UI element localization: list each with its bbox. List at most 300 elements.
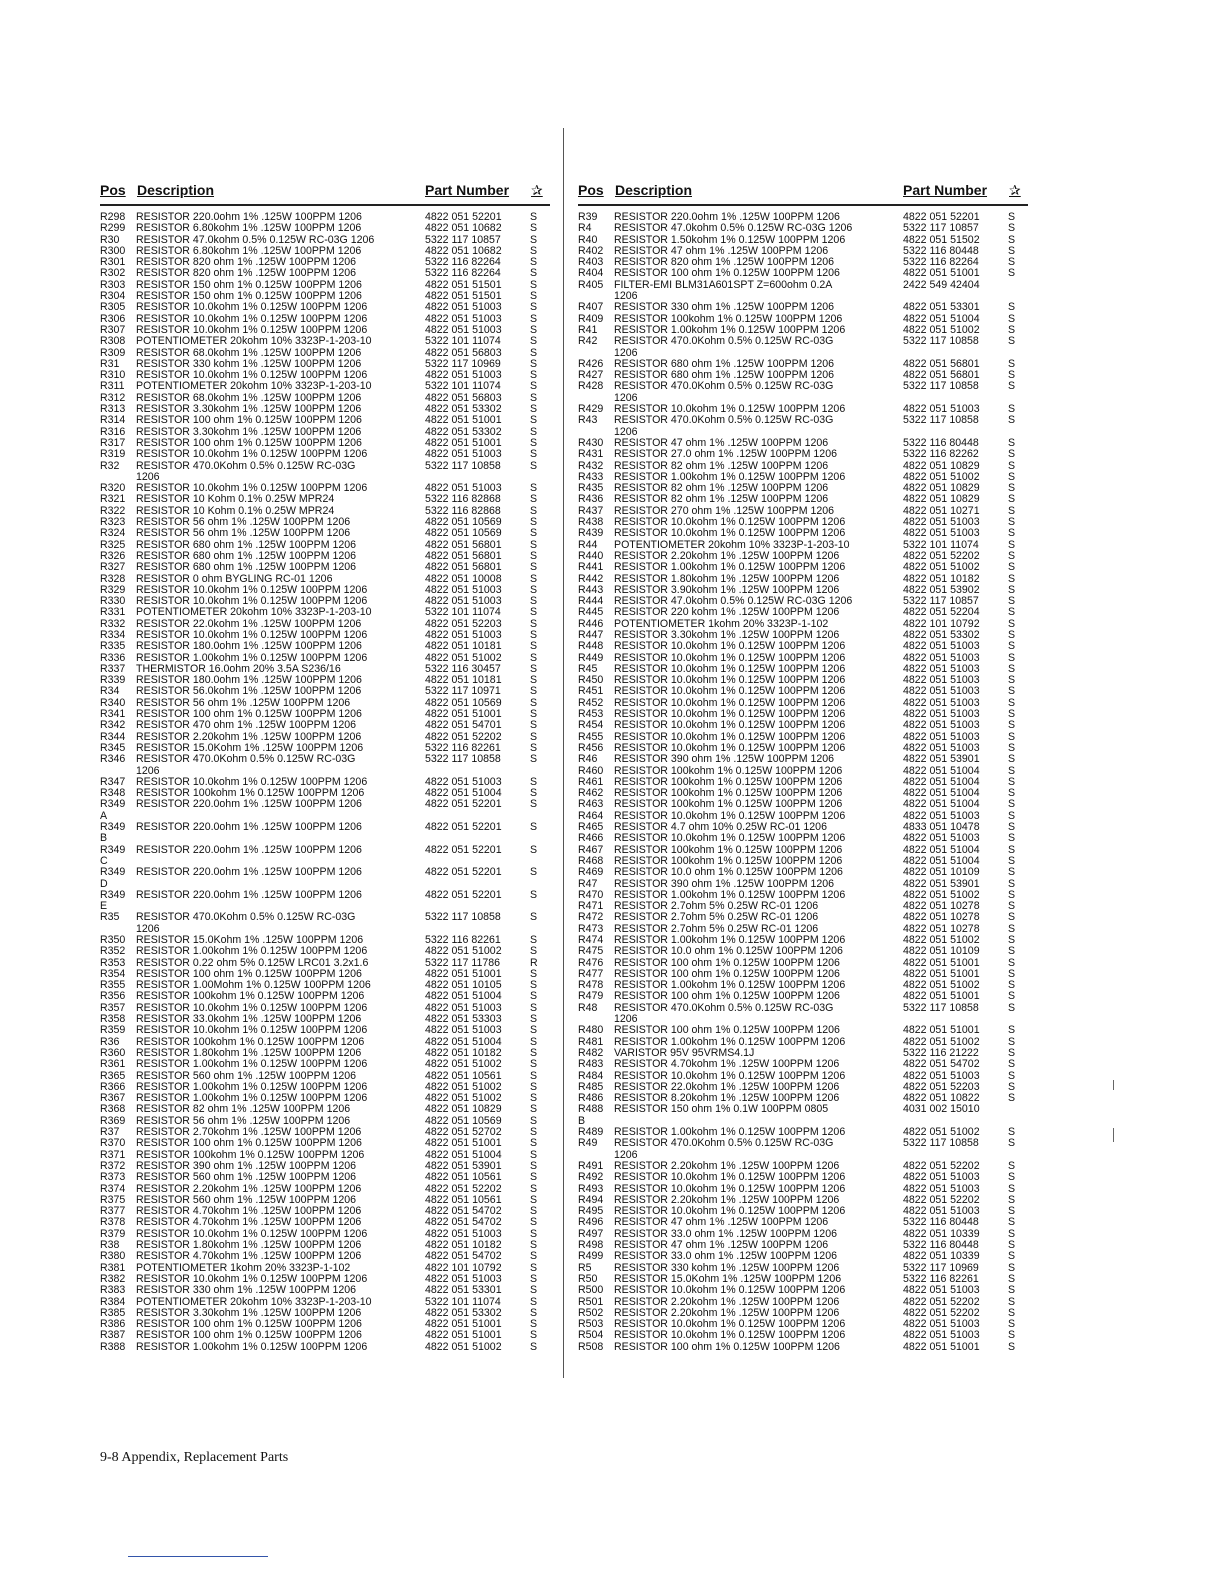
cell-description: POTENTIOMETER 1kohm 20% 3323P-1-102 bbox=[614, 618, 829, 630]
cell-description: RESISTOR 100kohm 1% 0.125W 100PPM 1206 bbox=[614, 776, 843, 788]
cell-description: RESISTOR 1.00kohm 1% 0.125W 100PPM 1206 bbox=[136, 1059, 368, 1071]
table-row bbox=[100, 901, 550, 912]
cell-part-number: 5322 117 10969 bbox=[903, 1262, 979, 1274]
cell-pos: R388 bbox=[100, 1341, 126, 1353]
cell-pos: R308 bbox=[100, 336, 126, 348]
cell-description: RESISTOR 100kohm 1% 0.125W 100PPM 1206 bbox=[614, 799, 843, 811]
cell-description: RESISTOR 1.00kohm 1% 0.125W 100PPM 1206 bbox=[614, 471, 846, 483]
cell-flag: S bbox=[1008, 504, 1016, 517]
cell-part-number: 4822 051 51004 bbox=[903, 313, 980, 325]
cell-part-number: 4822 051 51002 bbox=[903, 980, 980, 992]
cell-description: RESISTOR 1.00kohm 1% 0.125W 100PPM 1206 bbox=[614, 562, 846, 574]
table-row bbox=[578, 1161, 1028, 1172]
cell-description: RESISTOR 10.0 ohm 1% 0.125W 100PPM 1206 bbox=[614, 946, 843, 958]
cell-description: RESISTOR 150 ohm 1% 0.1W 100PPM 0805 bbox=[614, 1104, 829, 1116]
table-row bbox=[578, 1308, 1028, 1319]
table-row bbox=[578, 1150, 1028, 1161]
cell-pos: R453 bbox=[578, 709, 604, 721]
cell-flag: S bbox=[530, 1227, 538, 1240]
cell-part-number: 4822 051 51002 bbox=[425, 946, 502, 958]
table-row bbox=[578, 212, 1028, 223]
cell-part-number: 5322 117 10858 bbox=[425, 912, 501, 924]
cell-part-number: 4822 051 10829 bbox=[425, 1104, 502, 1116]
cell-pos: R44 bbox=[578, 539, 598, 551]
table-row bbox=[578, 799, 1028, 810]
cell-flag: S bbox=[530, 222, 538, 235]
table-row bbox=[578, 393, 1028, 404]
cell-flag: S bbox=[1008, 753, 1016, 766]
cell-description: RESISTOR 560 ohm 1% .125W 100PPM 1206 bbox=[136, 1194, 357, 1206]
cell-pos: R387 bbox=[100, 1330, 126, 1342]
cell-part-number: 4822 051 51004 bbox=[425, 1036, 502, 1048]
table-row bbox=[100, 777, 550, 788]
cell-flag: S bbox=[1008, 1193, 1016, 1206]
cell-part-number: 4822 051 10008 bbox=[425, 573, 502, 585]
cell-flag: S bbox=[1008, 662, 1016, 675]
cell-flag: S bbox=[1008, 1046, 1016, 1059]
cell-flag: S bbox=[530, 1046, 538, 1059]
cell-pos: D bbox=[100, 878, 108, 890]
cell-pos: R430 bbox=[578, 437, 604, 449]
table-row bbox=[578, 404, 1028, 415]
cell-part-number: 4822 051 51003 bbox=[903, 1070, 980, 1082]
cell-description: RESISTOR 10.0kohm 1% 0.125W 100PPM 1206 bbox=[614, 686, 846, 698]
cell-pos: R361 bbox=[100, 1059, 126, 1071]
table-row bbox=[578, 1048, 1028, 1059]
cell-part-number: 4822 051 10278 bbox=[903, 923, 980, 935]
cell-part-number: 4822 051 52201 bbox=[425, 212, 502, 223]
cell-pos: R469 bbox=[578, 867, 604, 879]
table-row bbox=[578, 709, 1028, 720]
cell-flag: S bbox=[530, 1284, 538, 1297]
table-row bbox=[100, 404, 550, 415]
cell-part-number: 4822 051 51003 bbox=[903, 1285, 980, 1297]
cell-part-number: 4822 051 51003 bbox=[425, 629, 502, 641]
cell-flag: S bbox=[1008, 775, 1016, 788]
cell-flag: S bbox=[1008, 821, 1016, 834]
cell-description: RESISTOR 330 ohm 1% .125W 100PPM 1206 bbox=[136, 1285, 357, 1297]
cell-part-number: 5322 116 82264 bbox=[425, 257, 501, 269]
table-row bbox=[100, 325, 550, 336]
cell-description: RESISTOR 3.90kohm 1% .125W 100PPM 1206 bbox=[614, 584, 840, 596]
cell-description: RESISTOR 1.00kohm 1% 0.125W 100PPM 1206 bbox=[614, 980, 846, 992]
cell-flag: S bbox=[1008, 256, 1016, 269]
table-row bbox=[100, 1082, 550, 1093]
cell-description: RESISTOR 220.0ohm 1% .125W 100PPM 1206 bbox=[136, 212, 362, 223]
cell-pos: R46 bbox=[578, 754, 598, 766]
cell-description: RESISTOR 4.70kohm 1% .125W 100PPM 1206 bbox=[136, 1251, 362, 1263]
cell-flag: S bbox=[530, 1035, 538, 1048]
cell-pos: R474 bbox=[578, 935, 604, 946]
cell-flag: S bbox=[1008, 1035, 1016, 1048]
table-row bbox=[100, 1014, 550, 1025]
cell-part-number: 4822 051 51002 bbox=[903, 1127, 980, 1139]
table-row bbox=[578, 472, 1028, 483]
cell-pos: R34 bbox=[100, 686, 120, 698]
cell-pos: R454 bbox=[578, 720, 604, 732]
cell-pos: R5 bbox=[578, 1262, 592, 1274]
cell-pos: R491 bbox=[578, 1160, 604, 1172]
cell-pos: R495 bbox=[578, 1206, 604, 1218]
cell-description: RESISTOR 10.0kohm 1% 0.125W 100PPM 1206 bbox=[614, 1206, 846, 1218]
cell-flag: S bbox=[530, 606, 538, 619]
cell-description: RESISTOR 220.0ohm 1% .125W 100PPM 1206 bbox=[136, 889, 362, 901]
column-divider bbox=[563, 128, 564, 1378]
cell-pos: R468 bbox=[578, 855, 604, 867]
cell-flag: S bbox=[1008, 730, 1016, 743]
table-row bbox=[100, 1037, 550, 1048]
cell-flag: S bbox=[1008, 1216, 1016, 1229]
cell-part-number: 4822 051 51002 bbox=[425, 1081, 502, 1093]
cell-pos: R498 bbox=[578, 1240, 604, 1252]
cell-part-number: 4822 051 54701 bbox=[425, 720, 502, 732]
cell-description: RESISTOR 10.0kohm 1% 0.125W 100PPM 1206 bbox=[614, 697, 846, 709]
cell-description: RESISTOR 56.0kohm 1% .125W 100PPM 1206 bbox=[136, 686, 362, 698]
table-row bbox=[578, 494, 1028, 505]
cell-description: POTENTIOMETER 20kohm 10% 3323P-1-203-10 bbox=[136, 607, 372, 619]
cell-description: RESISTOR 100 ohm 1% 0.125W 100PPM 1206 bbox=[136, 1319, 362, 1331]
cell-flag: S bbox=[530, 312, 538, 325]
cell-part-number: 4822 051 51003 bbox=[425, 1228, 502, 1240]
table-row bbox=[100, 483, 550, 494]
cell-flag: S bbox=[530, 504, 538, 517]
cell-part-number: 4822 051 51003 bbox=[425, 1273, 502, 1285]
table-row bbox=[100, 1172, 550, 1183]
cell-flag: S bbox=[530, 1058, 538, 1071]
cell-part-number: 4822 051 54702 bbox=[903, 1059, 980, 1071]
cell-description: RESISTOR 470.0Kohm 0.5% 0.125W RC-03G bbox=[614, 381, 834, 393]
cell-description: RESISTOR 10.0kohm 1% 0.125W 100PPM 1206 bbox=[614, 1070, 846, 1082]
cell-description: RESISTOR 27.0 ohm 1% .125W 100PPM 1206 bbox=[614, 449, 837, 461]
table-row bbox=[578, 958, 1028, 969]
cell-part-number: 4822 051 51001 bbox=[903, 1341, 980, 1353]
cell-flag: S bbox=[1008, 561, 1016, 574]
cell-pos: R334 bbox=[100, 629, 126, 641]
cell-pos: R461 bbox=[578, 776, 604, 788]
table-row bbox=[578, 653, 1028, 664]
table-row bbox=[578, 540, 1028, 551]
table-row bbox=[578, 1093, 1028, 1104]
cell-flag: S bbox=[530, 357, 538, 370]
cell-pos: R346 bbox=[100, 754, 126, 766]
cell-pos: R314 bbox=[100, 415, 126, 427]
cell-flag: S bbox=[530, 674, 538, 687]
cell-flag: S bbox=[530, 448, 538, 461]
cell-flag: S bbox=[1008, 922, 1016, 935]
cell-flag: S bbox=[1008, 1126, 1016, 1139]
cell-pos: R49 bbox=[578, 1138, 598, 1150]
cell-part-number: 4822 051 53301 bbox=[425, 1285, 502, 1297]
cell-description: RESISTOR 4.70kohm 1% .125W 100PPM 1206 bbox=[136, 1217, 362, 1229]
cell-part-number: 4822 051 51003 bbox=[425, 596, 502, 608]
cell-part-number: 4822 051 51003 bbox=[903, 1206, 980, 1218]
cell-part-number: 4822 051 51003 bbox=[903, 1330, 980, 1342]
cell-description: RESISTOR 10.0kohm 1% 0.125W 100PPM 1206 bbox=[614, 675, 846, 687]
table-row bbox=[100, 1297, 550, 1308]
cell-flag: S bbox=[1008, 628, 1016, 641]
cell-pos: R365 bbox=[100, 1070, 126, 1082]
table-row bbox=[578, 246, 1028, 257]
cell-part-number: 4822 051 10569 bbox=[425, 517, 502, 529]
table-row bbox=[578, 370, 1028, 381]
cell-pos: R460 bbox=[578, 765, 604, 777]
cell-pos: R403 bbox=[578, 257, 604, 269]
table-row bbox=[100, 867, 550, 878]
table-row bbox=[100, 1003, 550, 1014]
table-row bbox=[578, 766, 1028, 777]
table-row bbox=[578, 427, 1028, 438]
cell-description: RESISTOR 10.0kohm 1% 0.125W 100PPM 1206 bbox=[614, 833, 846, 845]
cell-pos: R451 bbox=[578, 686, 604, 698]
cell-part-number: 4822 051 51002 bbox=[903, 471, 980, 483]
cell-pos: R433 bbox=[578, 471, 604, 483]
table-row bbox=[100, 924, 550, 935]
cell-description: RESISTOR 47 ohm 1% .125W 100PPM 1206 bbox=[614, 1240, 829, 1252]
cell-pos: R326 bbox=[100, 550, 126, 562]
cell-flag: S bbox=[1008, 866, 1016, 879]
cell-description: RESISTOR 470.0Kohm 0.5% 0.125W RC-03G bbox=[136, 460, 356, 472]
cell-part-number: 4822 051 51004 bbox=[903, 765, 980, 777]
cell-description: RESISTOR 2.70kohm 1% .125W 100PPM 1206 bbox=[136, 1127, 362, 1139]
cell-flag: S bbox=[530, 346, 538, 359]
cell-flag: S bbox=[530, 753, 538, 766]
cell-description: RESISTOR 4.70kohm 1% .125W 100PPM 1206 bbox=[136, 1206, 362, 1218]
table-row bbox=[100, 506, 550, 517]
cell-pos: R304 bbox=[100, 291, 126, 303]
cell-pos: C bbox=[100, 855, 108, 867]
table-row bbox=[578, 1297, 1028, 1308]
cell-pos: R463 bbox=[578, 799, 604, 811]
cell-pos: R500 bbox=[578, 1285, 604, 1297]
cell-pos: R448 bbox=[578, 641, 604, 653]
cell-description: RESISTOR 2.20kohm 1% .125W 100PPM 1206 bbox=[136, 731, 362, 743]
cell-part-number: 5322 101 11074 bbox=[425, 1296, 501, 1308]
cell-flag: S bbox=[1008, 1069, 1016, 1082]
cell-part-number: 5322 116 82264 bbox=[903, 257, 979, 269]
cell-flag: S bbox=[1008, 696, 1016, 709]
cell-pos: R439 bbox=[578, 528, 604, 540]
cell-description: RESISTOR 560 ohm 1% .125W 100PPM 1206 bbox=[136, 1070, 357, 1082]
cell-pos: R470 bbox=[578, 889, 604, 901]
cell-part-number: 5322 117 10969 bbox=[425, 358, 501, 370]
table-row bbox=[100, 461, 550, 472]
cell-pos: R432 bbox=[578, 460, 604, 472]
cell-pos: R360 bbox=[100, 1047, 126, 1059]
cell-pos: R371 bbox=[100, 1149, 126, 1161]
cell-description: RESISTOR 100 ohm 1% 0.125W 100PPM 1206 bbox=[136, 437, 362, 449]
cell-description: 1206 bbox=[614, 426, 638, 438]
cell-part-number: 4822 051 53302 bbox=[425, 426, 502, 438]
cell-pos: R496 bbox=[578, 1217, 604, 1229]
table-row bbox=[100, 235, 550, 246]
cell-pos: R378 bbox=[100, 1217, 126, 1229]
cell-pos: R386 bbox=[100, 1319, 126, 1331]
cell-flag: S bbox=[1008, 934, 1016, 946]
table-row bbox=[578, 596, 1028, 607]
cell-description: RESISTOR 33.0 ohm 1% .125W 100PPM 1206 bbox=[614, 1228, 837, 1240]
cell-flag: S bbox=[1008, 900, 1016, 913]
cell-pos: R300 bbox=[100, 245, 126, 257]
cell-flag: S bbox=[530, 821, 538, 834]
table-row bbox=[100, 257, 550, 268]
cell-part-number: 4822 051 10181 bbox=[425, 675, 502, 687]
cell-part-number: 4822 051 10561 bbox=[425, 1070, 502, 1082]
cell-part-number: 4822 051 10561 bbox=[425, 1172, 502, 1184]
cell-flag: S bbox=[530, 278, 538, 291]
table-row bbox=[578, 777, 1028, 788]
cell-part-number: 4822 051 52201 bbox=[903, 212, 980, 223]
cell-description: RESISTOR 47 ohm 1% .125W 100PPM 1206 bbox=[614, 245, 829, 257]
cell-description: RESISTOR 100kohm 1% 0.125W 100PPM 1206 bbox=[136, 1149, 365, 1161]
cell-part-number: 4822 051 52201 bbox=[425, 889, 502, 901]
cell-flag: S bbox=[530, 244, 538, 257]
cell-description: RESISTOR 22.0kohm 1% .125W 100PPM 1206 bbox=[614, 1081, 840, 1093]
cell-pos: R488 bbox=[578, 1104, 604, 1116]
header-pos: Pos bbox=[578, 182, 604, 198]
cell-part-number: 4822 051 51003 bbox=[425, 302, 502, 314]
cell-flag: S bbox=[530, 640, 538, 653]
table-row bbox=[578, 1285, 1028, 1296]
cell-description: RESISTOR 100kohm 1% 0.125W 100PPM 1206 bbox=[136, 788, 365, 800]
cell-flag: S bbox=[1008, 244, 1016, 257]
cell-description: RESISTOR 1.00kohm 1% 0.125W 100PPM 1206 bbox=[614, 1127, 846, 1139]
cell-description: RESISTOR 220.0ohm 1% .125W 100PPM 1206 bbox=[136, 822, 362, 834]
table-row bbox=[100, 1071, 550, 1082]
cell-part-number: 4822 051 10822 bbox=[903, 1093, 980, 1105]
cell-pos: R444 bbox=[578, 596, 604, 608]
cell-flag: S bbox=[1008, 595, 1016, 608]
table-row bbox=[100, 415, 550, 426]
cell-description: RESISTOR 82 ohm 1% .125W 100PPM 1206 bbox=[614, 460, 829, 472]
cell-part-number: 4822 051 52201 bbox=[425, 867, 502, 879]
cell-pos: R431 bbox=[578, 449, 604, 461]
cell-flag: S bbox=[530, 1137, 538, 1150]
cell-pos: R306 bbox=[100, 313, 126, 325]
cell-part-number: 5322 117 10858 bbox=[903, 1002, 979, 1014]
cell-description: RESISTOR 10.0kohm 1% 0.125W 100PPM 1206 bbox=[614, 652, 846, 664]
cell-part-number: 4822 051 51001 bbox=[425, 968, 502, 980]
cell-pos: B bbox=[100, 833, 108, 845]
cell-flag: S bbox=[530, 1103, 538, 1116]
cell-part-number: 4822 051 51502 bbox=[903, 234, 980, 246]
cell-flag: S bbox=[1008, 843, 1016, 856]
cell-part-number: 4822 051 10682 bbox=[425, 223, 502, 235]
cell-description: POTENTIOMETER 20kohm 10% 3323P-1-203-10 bbox=[136, 381, 372, 393]
cell-pos: R324 bbox=[100, 528, 126, 540]
cell-flag: S bbox=[530, 651, 538, 664]
table-row bbox=[578, 924, 1028, 935]
table-row bbox=[100, 370, 550, 381]
cell-description: RESISTOR 10.0kohm 1% 0.125W 100PPM 1206 bbox=[614, 528, 846, 540]
cell-description: RESISTOR 1.80kohm 1% .125W 100PPM 1206 bbox=[136, 1240, 362, 1252]
cell-flag: S bbox=[530, 301, 538, 314]
cell-description: RESISTOR 10.0kohm 1% 0.125W 100PPM 1206 bbox=[614, 663, 846, 675]
cell-pos: R366 bbox=[100, 1081, 126, 1093]
cell-part-number: 4822 051 51001 bbox=[903, 1025, 980, 1037]
cell-part-number: 5322 116 82868 bbox=[425, 505, 501, 517]
cell-part-number: 4822 051 51003 bbox=[903, 1172, 980, 1184]
cell-part-number: 4822 051 10182 bbox=[903, 573, 980, 585]
cell-flag: S bbox=[1008, 1171, 1016, 1184]
table-row bbox=[578, 607, 1028, 618]
cell-part-number: 4822 051 51003 bbox=[903, 404, 980, 416]
table-row bbox=[578, 1330, 1028, 1341]
cell-flag: S bbox=[530, 628, 538, 641]
cell-description: RESISTOR 10.0kohm 1% 0.125W 100PPM 1206 bbox=[136, 483, 368, 495]
table-row bbox=[578, 438, 1028, 449]
cell-flag: S bbox=[530, 493, 538, 506]
table-row bbox=[100, 1342, 550, 1353]
table-row bbox=[578, 743, 1028, 754]
cell-part-number: 5322 116 80448 bbox=[903, 1240, 979, 1252]
cell-pos: R305 bbox=[100, 302, 126, 314]
cell-flag: S bbox=[530, 267, 538, 280]
cell-part-number: 5322 116 80448 bbox=[903, 1217, 979, 1229]
cell-flag: S bbox=[1008, 911, 1016, 924]
table-row bbox=[100, 438, 550, 449]
table-row bbox=[578, 1116, 1028, 1127]
cell-description: RESISTOR 3.30kohm 1% .125W 100PPM 1206 bbox=[614, 629, 840, 641]
cell-pos: R303 bbox=[100, 279, 126, 291]
table-row bbox=[578, 1342, 1028, 1353]
cell-flag: S bbox=[1008, 369, 1016, 382]
table-row bbox=[100, 1059, 550, 1070]
cell-part-number: 5322 116 82264 bbox=[425, 268, 501, 280]
cell-description: RESISTOR 680 ohm 1% .125W 100PPM 1206 bbox=[136, 550, 357, 562]
table-row bbox=[100, 427, 550, 438]
cell-part-number: 4822 051 52202 bbox=[903, 1160, 980, 1172]
cell-pos: R475 bbox=[578, 946, 604, 958]
cell-flag: S bbox=[530, 1114, 538, 1127]
table-row bbox=[578, 822, 1028, 833]
cell-pos: R438 bbox=[578, 517, 604, 529]
table-row bbox=[578, 1251, 1028, 1262]
cell-flag: S bbox=[530, 1069, 538, 1082]
cell-flag: S bbox=[530, 1306, 538, 1319]
cell-flag: S bbox=[1008, 583, 1016, 596]
cell-description: RESISTOR 1.00kohm 1% 0.125W 100PPM 1206 bbox=[614, 1036, 846, 1048]
cell-pos: R456 bbox=[578, 742, 604, 754]
table-row bbox=[578, 336, 1028, 347]
cell-description: RESISTOR 47 ohm 1% .125W 100PPM 1206 bbox=[614, 437, 829, 449]
table-row bbox=[100, 935, 550, 946]
cell-pos: R494 bbox=[578, 1194, 604, 1206]
cell-description: 1206 bbox=[136, 765, 160, 777]
parts-column-left bbox=[100, 182, 550, 1353]
cell-part-number: 4822 051 51003 bbox=[425, 776, 502, 788]
cell-part-number: 5322 116 30457 bbox=[425, 663, 501, 675]
cell-flag: S bbox=[1008, 1080, 1016, 1093]
cell-flag: S bbox=[530, 583, 538, 596]
cell-pos: R489 bbox=[578, 1127, 604, 1139]
cell-pos: R508 bbox=[578, 1341, 604, 1353]
cell-pos: R47 bbox=[578, 878, 598, 890]
cell-part-number: 4822 051 54702 bbox=[425, 1251, 502, 1263]
cell-pos: R426 bbox=[578, 358, 604, 370]
cell-flag: S bbox=[1008, 233, 1016, 246]
table-row bbox=[578, 912, 1028, 923]
table-row bbox=[100, 302, 550, 313]
header-part-number: Part Number bbox=[903, 182, 988, 198]
cell-pos: R502 bbox=[578, 1307, 604, 1319]
cell-flag: S bbox=[1008, 1261, 1016, 1274]
cell-flag: S bbox=[1008, 945, 1016, 958]
cell-part-number: 4822 051 10569 bbox=[425, 697, 502, 709]
cell-part-number: 5322 117 10858 bbox=[425, 460, 501, 472]
cell-flag: S bbox=[530, 290, 538, 303]
cell-part-number: 4822 051 51003 bbox=[903, 833, 980, 845]
table-row bbox=[578, 1172, 1028, 1183]
